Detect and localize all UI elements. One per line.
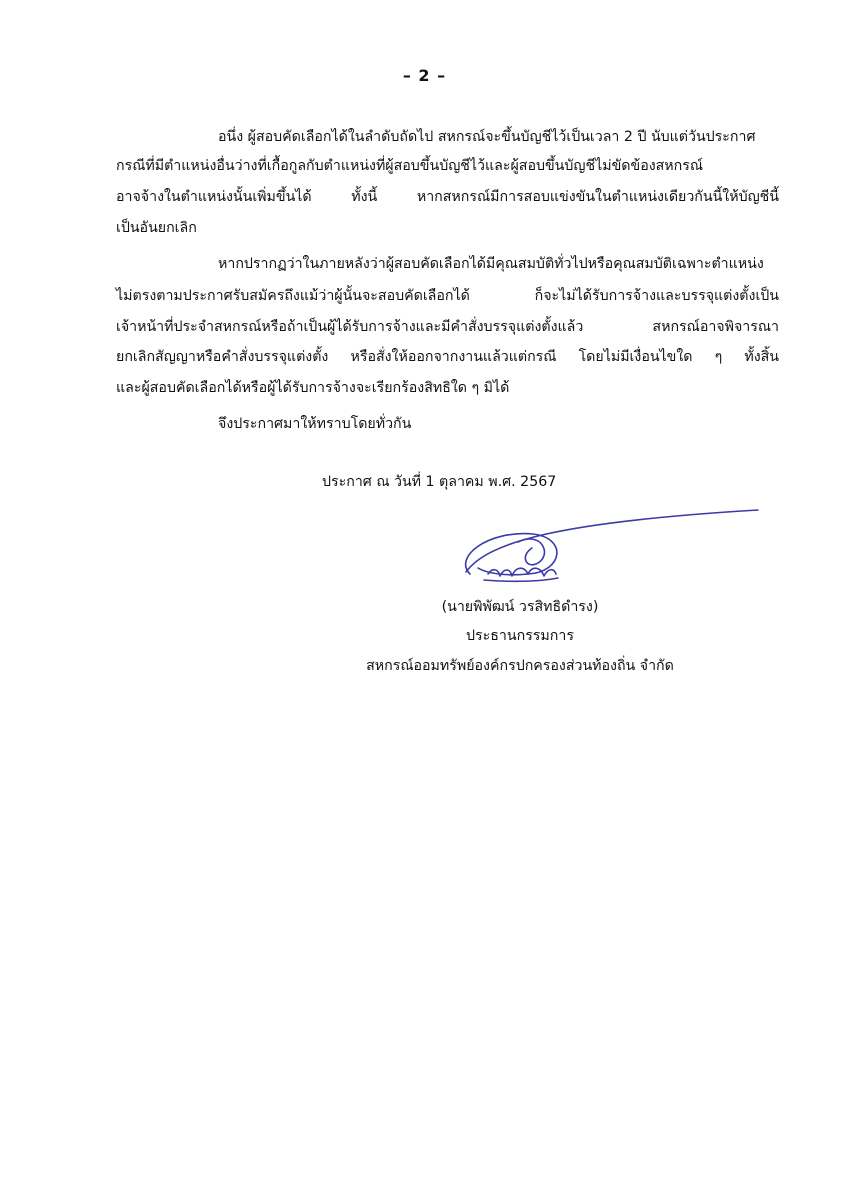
page-number: – 2 – (402, 66, 447, 85)
paragraph-2-line-4: ยกเลิกสัญญาหรือคำสั่งบรรจุแต่งตั้ง หรือสั่งให้ออกจากงานแล้วแต่กรณี โดยไม่มีเงื่อนไขใด ๆ ทั้งสิ้น (116, 349, 779, 365)
signer-name: (นายพิพัฒน์ วรสิทธิดำรง) (441, 599, 599, 615)
paragraph-2-line-2: ไม่ตรงตามประกาศรับสมัครถึงแม้ว่าผู้นั้นจะสอบคัดเลือกได้ ก็จะไม่ได้รับการจ้างและบรรจุแต่งตั้งเป็น (116, 288, 779, 304)
closing-statement: จึงประกาศมาให้ทราบโดยทั่วกัน (218, 416, 412, 432)
announcement-date: ประกาศ ณ วันที่ 1 ตุลาคม พ.ศ. 2567 (322, 474, 557, 490)
signature-image (448, 502, 768, 602)
paragraph-2-line-3: เจ้าหน้าที่ประจำสหกรณ์หรือถ้าเป็นผู้ได้รับการจ้างและมีคำสั่งบรรจุแต่งตั้งแล้ว สหกรณ์อาจพิจารณา (116, 319, 779, 335)
paragraph-1-line-2: กรณีที่มีตำแหน่งอื่นว่างที่เกื้อกูลกับตำแหน่งที่ผู้สอบขึ้นบัญชีไว้และผู้สอบขึ้นบัญชีไม่ขัดข้องสหกรณ์ (116, 158, 704, 174)
paragraph-1-line-1: อนึ่ง ผู้สอบคัดเลือกได้ในลำดับถัดไป สหกรณ์จะขึ้นบัญชีไว้เป็นเวลา 2 ปี นับแต่วันประกาศ (218, 129, 756, 145)
paragraph-2-line-1: หากปรากฏว่าในภายหลังว่าผู้สอบคัดเลือกได้มีคุณสมบัติทั่วไปหรือคุณสมบัติเฉพาะตำแหน่ง (218, 256, 764, 272)
paragraph-1-line-4: เป็นอันยกเลิก (116, 220, 197, 236)
paragraph-2-line-5: และผู้สอบคัดเลือกได้หรือผู้ได้รับการจ้างจะเรียกร้องสิทธิใด ๆ มิได้ (116, 380, 510, 396)
signer-position: ประธานกรรมการ (466, 628, 574, 644)
signer-organization: สหกรณ์ออมทรัพย์องค์กรปกครองส่วนท้องถิ่น จำกัด (366, 658, 674, 674)
paragraph-1-line-3: อาจจ้างในตำแหน่งนั้นเพิ่มขึ้นได้ ทั้งนี้ หากสหกรณ์มีการสอบแข่งขันในตำแหน่งเดียวกันนี้ให้บัญชีนี้ (116, 189, 779, 205)
